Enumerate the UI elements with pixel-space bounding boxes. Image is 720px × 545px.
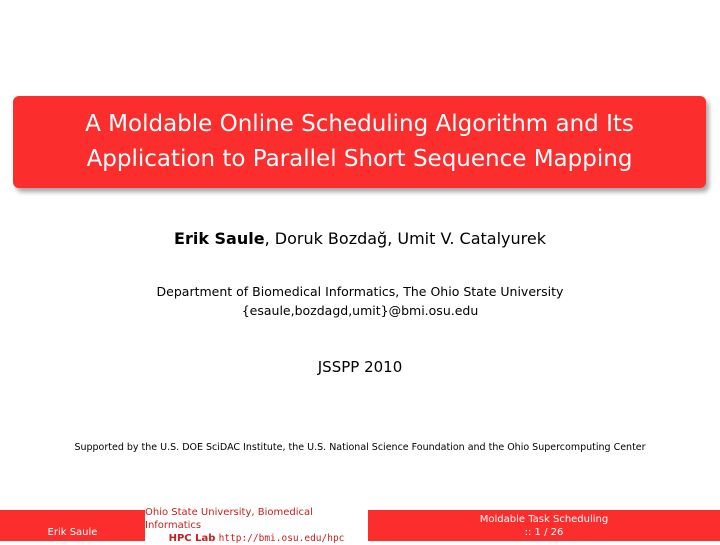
footer-lab: HPC Lab xyxy=(168,533,216,544)
presenting-author: Erik Saule xyxy=(174,229,265,248)
co-authors: , Doruk Bozdağ, Umit V. Catalyurek xyxy=(264,229,546,248)
footer-institution: Ohio State University, Biomedical Informatics xyxy=(145,507,313,531)
emails: {esaule,bozdagd,umit}@bmi.osu.edu xyxy=(241,303,479,318)
affiliation xyxy=(0,282,720,320)
footer-page-number: :: 1 / 26 xyxy=(524,526,564,538)
department: Department of Biomedical Informatics, The Ohio State University xyxy=(156,284,564,299)
title-box xyxy=(13,96,706,188)
conference: JSSPP 2010 xyxy=(317,358,403,376)
title-line-1: A Moldable Online Scheduling Algorithm and Its xyxy=(85,111,634,137)
footer xyxy=(0,507,720,544)
authors xyxy=(0,229,720,248)
footer-institution-block xyxy=(145,507,368,544)
footer-short-title: Moldable Task Scheduling xyxy=(479,513,609,525)
support-note: Supported by the U.S. DOE SciDAC Institute, the U.S. National Science Foundation and the Ohio Supercomputing Center xyxy=(74,442,646,453)
footer-title-block xyxy=(368,510,720,541)
footer-url[interactable]: http://bmi.osu.edu/hpc xyxy=(218,533,345,544)
footer-author: Erik Saule xyxy=(47,527,98,538)
title-line-2: Application to Parallel Short Sequence Mapping xyxy=(86,146,633,172)
